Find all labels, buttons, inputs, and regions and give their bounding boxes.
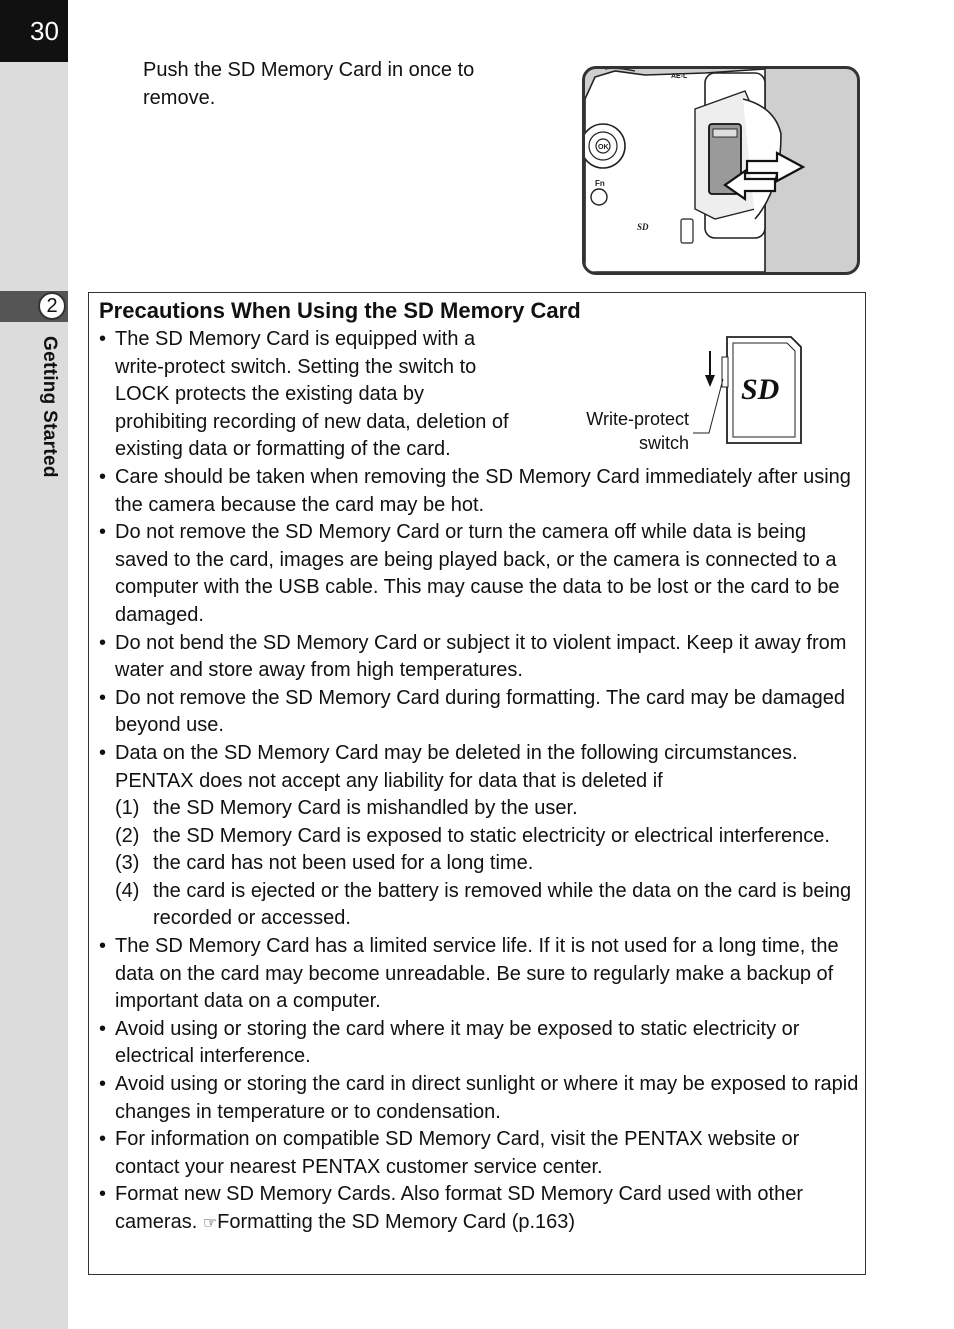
ae-l-label: AE-L (671, 73, 688, 80)
list-item: • Do not remove the SD Memory Card during formatting. The card may be damaged beyond use. (99, 685, 859, 740)
page-number: 30 (0, 0, 68, 62)
list-item-with-subitems (99, 740, 859, 933)
sub-item (99, 823, 859, 851)
list-item: • Do not remove the SD Memory Card or turn the camera off while data is being saved to the card, images are being played back, or the camera is connected to a computer with the USB cable. This may cause the data to be lost or the card to be damaged. (99, 519, 859, 629)
list-item: • Care should be taken when removing the SD Memory Card immediately after using the camera because the card may be hot. (99, 464, 859, 519)
sub-item (99, 878, 859, 933)
sd-logo-label: SD (637, 222, 649, 232)
sub-item-number: (4) (115, 879, 140, 902)
list-item: • Do not bend the SD Memory Card or subject it to violent impact. Keep it away from water and store away from high temperatures. (99, 630, 859, 685)
list-item: • Avoid using or storing the card in direct sunlight or where it may be exposed to rapid changes in temperature or to condensation. (99, 1071, 859, 1126)
list-item: • Avoid using or storing the card where it may be exposed to static electricity or electrical interference. (99, 1016, 859, 1071)
precautions-list (99, 326, 859, 1237)
list-item: • For information on compatible SD Memory Card, visit the PENTAX website or contact your nearest PENTAX customer service center. (99, 1126, 859, 1181)
list-item-text: Format new SD Memory Cards. Also format SD Memory Card used with other cameras. (115, 1183, 803, 1233)
precautions-title: Precautions When Using the SD Memory Card (99, 298, 581, 323)
sub-item-text: the SD Memory Card is exposed to static electricity or electrical interference. (153, 824, 830, 847)
sub-item-text: the card has not been used for a long time. (153, 852, 534, 875)
camera-drawing (585, 69, 857, 272)
precautions-box (88, 292, 866, 1275)
write-protect-label-line2: switch (638, 433, 689, 453)
sub-item (99, 795, 859, 823)
list-item: • The SD Memory Card is equipped with a write-protect switch. Setting the switch to LOCK protects the existing data by prohibiting recording of new data, deletion of existing data or formatting of the card. (99, 326, 519, 464)
sd-card-label: SD (741, 373, 780, 406)
list-item: • The SD Memory Card has a limited service life. If it is not used for a long time, the data on the card may become unreadable. Be sure to regularly make a backup of important data on a computer. (99, 933, 859, 1016)
list-item-text: • Data on the SD Memory Card may be deleted in the following circumstances. PENTAX does not accept any liability for data that is deleted if (115, 741, 798, 792)
camera-illustration (582, 66, 860, 275)
write-protect-label-line1: Write-protect (586, 409, 689, 429)
chapter-number: 2 (38, 292, 66, 320)
cross-reference-link[interactable]: Formatting the SD Memory Card (p.163) (217, 1211, 576, 1233)
list-item (99, 1181, 859, 1236)
sub-item-text: the SD Memory Card is mishandled by the user. (153, 797, 578, 820)
sub-item-number: (3) (115, 852, 140, 875)
sub-item-text: the card is ejected or the battery is removed while the data on the card is being recorded or accessed. (153, 879, 852, 930)
sub-item-number: (2) (115, 824, 140, 847)
fn-label: Fn (595, 179, 605, 188)
intro-text: Push the SD Memory Card in once to remove. (143, 59, 475, 109)
chapter-title: Getting Started (39, 336, 60, 478)
reference-icon: ☞ (202, 1213, 218, 1232)
ok-label: OK (598, 144, 609, 151)
side-strip (0, 0, 68, 1329)
sub-item-number: (1) (115, 797, 140, 820)
sub-item (99, 850, 859, 878)
